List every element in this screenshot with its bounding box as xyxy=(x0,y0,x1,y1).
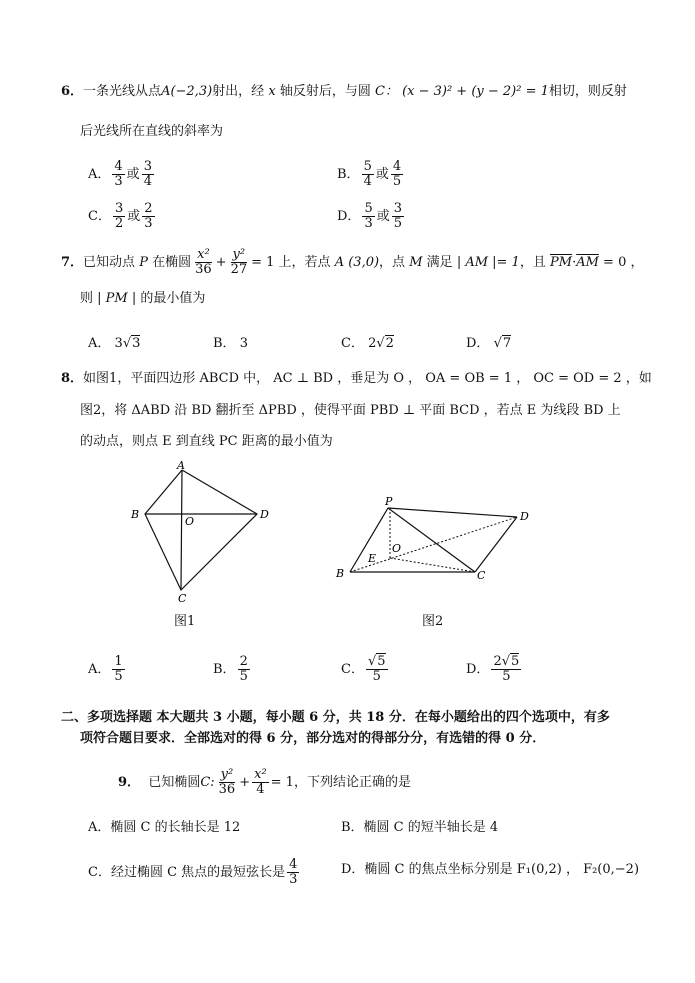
q8-line3: 的动点，则点 E 到直线 PC 距离的最小值为 xyxy=(80,434,333,449)
q8-option-c: C． $\frac{√5}{5}$ xyxy=(341,654,386,684)
fig2-label-o: O xyxy=(392,542,402,555)
fig2-label-p: P xyxy=(385,495,393,508)
section2-line1: 二、多项选择题 本大题共 3 小题，每小题 6 分，共 18 分．在每小题给出的四个选项中，有多 xyxy=(61,710,610,725)
fig2-label-e: E xyxy=(368,552,377,565)
fig1-diagonal-ac xyxy=(181,470,182,590)
q6-option-a: A． $\frac{4}{3}$ 或 $\frac{3}{4}$ xyxy=(88,159,152,189)
q8-option-b: B． $\frac{2}{5}$ xyxy=(213,654,248,684)
q7-option-b: B． 3 xyxy=(213,336,248,351)
figure-2 xyxy=(330,490,540,590)
fig2-edge-cd xyxy=(475,517,517,572)
q6-number: 6． xyxy=(61,84,84,99)
fig1-label-b: B xyxy=(131,508,140,521)
fig1-label-c: C xyxy=(178,592,187,605)
fig1-label-d: D xyxy=(260,508,269,521)
fig2-edge-oc-dashed xyxy=(390,558,475,572)
fig1-quadrilateral xyxy=(145,470,257,590)
q9-option-b: B．椭圆 C 的短半轴长是 4 xyxy=(341,820,499,835)
q8-number: 8． xyxy=(61,371,84,386)
q9-number: 9． xyxy=(118,775,141,790)
q6-option-d: D． $\frac{5}{3}$ 或 $\frac{3}{5}$ xyxy=(337,201,403,231)
q9-line1: 9． 已知椭圆C: $\frac{\text{y²}}{36}$ + $\frac{\text{x²}}{4}$ = 1，下列结论正确的是 xyxy=(118,767,411,797)
q7-number: 7． xyxy=(61,255,84,270)
fig2-edge-pc xyxy=(388,508,475,572)
fig2-label-c: C xyxy=(477,569,486,582)
q6-option-b: B． $\frac{5}{4}$ 或 $\frac{4}{5}$ xyxy=(337,159,402,189)
q7-option-c: C． 2√2 xyxy=(341,336,394,351)
q7-line2: 则 | PM | 的最小值为 xyxy=(80,291,206,306)
q9-option-d: D．椭圆 C 的焦点坐标分别是 F₁(0,2) ， F₂(0,−2) xyxy=(341,862,640,877)
q8-line2: 图2，将 ΔABD 沿 BD 翻折至 ΔPBD ，使得平面 PBD ⊥ 平面 BCD ，若点 E 为线段 BD 上 xyxy=(80,403,621,418)
q7-option-d: D． √7 xyxy=(466,336,512,351)
section2-line2: 项符合题目要求．全部选对的得 6 分，部分选对的得部分分，有选错的得 0 分． xyxy=(80,731,546,746)
fig2-label-b: B xyxy=(336,567,345,580)
fig1-caption: 图1 xyxy=(174,614,196,629)
q8-line1: 8．如图1，平面四边形 ABCD 中， AC ⊥ BD ，垂足为 O ， OA = OB = 1 ， OC = OD = 2 ，如 xyxy=(61,371,652,386)
q8-option-a: A． $\frac{1}{5}$ xyxy=(88,654,123,684)
q7-option-a: A． 3√3 xyxy=(88,336,141,351)
fig1-label-o: O xyxy=(185,515,195,528)
q8-option-d: D． $\frac{2√5}{5}$ xyxy=(466,654,520,684)
q6-option-c: C． $\frac{3}{2}$ 或 $\frac{2}{3}$ xyxy=(88,201,153,231)
fig1-label-a: A xyxy=(177,460,185,472)
q9-option-c: C．经过椭圆 C 焦点的最短弦长是 $\frac{4}{3}$ xyxy=(88,857,298,887)
q9-option-a: A．椭圆 C 的长轴长是 12 xyxy=(88,820,241,835)
q6-line2: 后光线所在直线的斜率为 xyxy=(80,124,224,139)
fig2-label-d: D xyxy=(520,510,529,523)
q6-circle-equation: (x − 3)² + (y − 2)² = 1 xyxy=(402,84,549,99)
fig2-edge-pd xyxy=(388,508,517,517)
fig2-caption: 图2 xyxy=(422,614,444,629)
figure-1 xyxy=(125,460,275,605)
q6-line1: 6．一条光线从点A(−2,3)射出，经 x 轴反射后，与圆 C： (x − 3)² + (y − 2)² = 1相切，则反射 xyxy=(61,84,627,99)
q7-line1: 7．已知动点 P 在椭圆 $\frac{\text{x²}}{36}$ + $\frac{\text{y²}}{27}$ = 1 上，若点 A (3,0)，点 M 满足 | AM |= 1，且 $\overline{PM}\cdot\overline{AM} = 0$ ， xyxy=(61,247,644,277)
